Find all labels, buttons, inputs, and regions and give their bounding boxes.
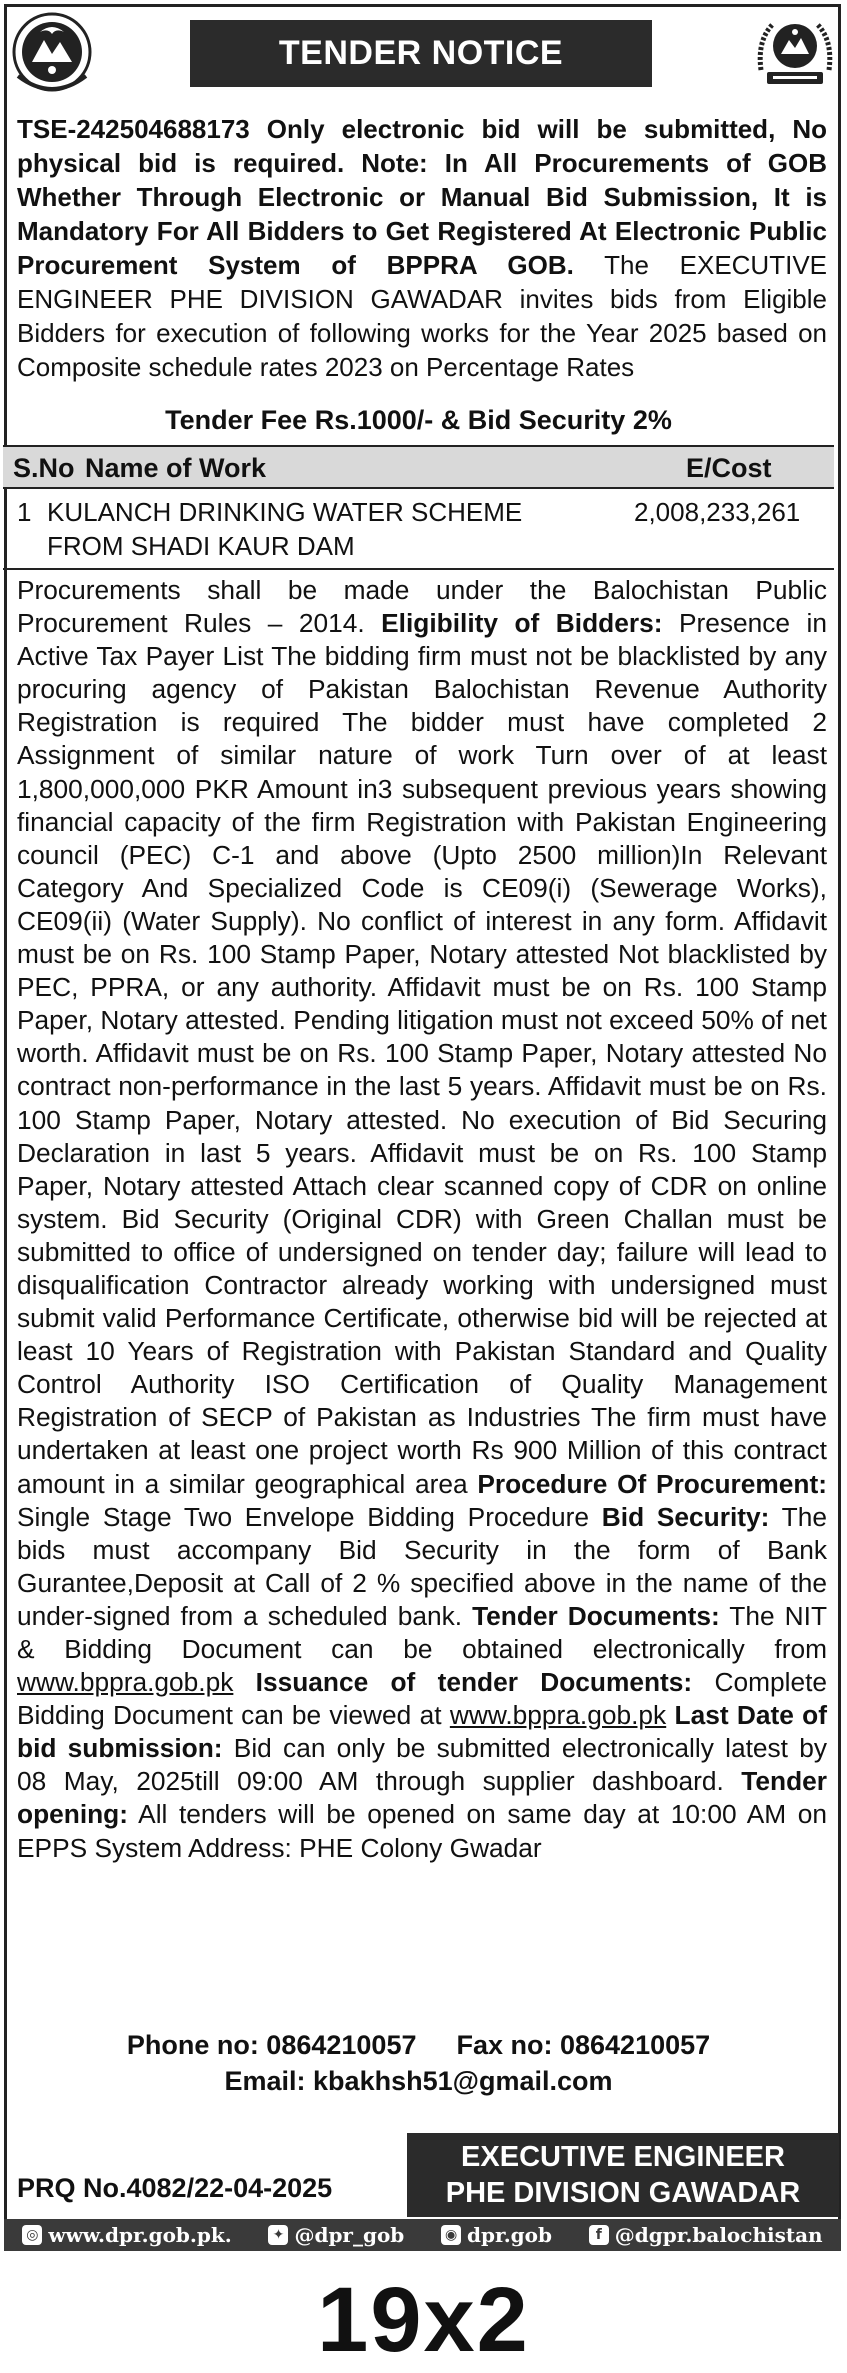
tender-documents-heading: Tender Documents: <box>472 1600 720 1631</box>
social-footer <box>4 2219 841 2251</box>
website-text: www.dpr.gob.pk. <box>48 2223 232 2247</box>
footer-instagram[interactable] <box>441 2223 552 2247</box>
header-sno: S.No <box>13 453 75 483</box>
header-name-of-work: Name of Work <box>85 453 267 483</box>
notice-title: TENDER NOTICE <box>190 20 652 87</box>
row-work-name <box>47 495 567 563</box>
twitter-icon: ✦ <box>268 2225 288 2245</box>
row-work-line1: KULANCH DRINKING WATER SCHEME <box>47 497 523 527</box>
header-estimated-cost: E/Cost <box>686 453 772 483</box>
phone-fax-line <box>0 2030 837 2061</box>
table-row <box>3 490 834 570</box>
tender-opening-heading: Tender opening: <box>17 1766 827 1830</box>
terms-text: Procurements shall be made under the Balochistan Public Procurement Rules – 2014. <box>17 575 827 639</box>
row-sno: 1 <box>17 497 32 527</box>
bppra-link-2[interactable]: www.bppra.gob.pk <box>449 1700 667 1731</box>
instagram-icon: ◉ <box>441 2225 461 2245</box>
globe-icon: ◎ <box>22 2225 42 2245</box>
email-line[interactable]: Email: kbakhsh51@gmail.com <box>224 2066 613 2096</box>
signature-division: PHE DIVISION GAWADAR <box>445 2177 801 2209</box>
eligibility-heading: Eligibility of Bidders: <box>381 608 663 639</box>
instagram-text: dpr.gob <box>467 2223 552 2247</box>
tender-documents-text: The NIT & Bidding Document can be obtained electronically from <box>17 1600 828 1664</box>
facebook-icon: f <box>589 2225 609 2245</box>
fax-number: Fax no: 0864210057 <box>456 2030 711 2060</box>
issuance-text: Complete Bidding Document can be viewed at <box>17 1667 827 1731</box>
tender-opening-text: All tenders will be opened on same day at 10:00 AM on EPPS System Address: PHE Colony Gwadar <box>17 1799 827 1863</box>
row-work-line2: FROM SHADI KAUR DAM <box>47 531 355 561</box>
last-date-text: Bid can only be submitted electronically latest by 08 May, 2025till 09:00 AM through supplier dashboard. <box>17 1733 827 1797</box>
works-table-header <box>3 445 834 489</box>
bid-security-heading: Bid Security: <box>601 1501 770 1532</box>
footer-twitter[interactable] <box>268 2223 404 2247</box>
dpr-emblem-logo <box>753 10 837 94</box>
signature-title: EXECUTIVE ENGINEER <box>461 2141 785 2173</box>
government-emblem-logo <box>10 10 94 94</box>
ad-size-label: 19x2 <box>317 2269 530 2371</box>
facebook-text: @dgpr.balochistan <box>614 2223 823 2247</box>
intro-bold-text: TSE-242504688173 Only electronic bid will be submitted, No physical bid is required. Note: In All Procurements of GOB Whether Through Electronic or Manual Bid Submission, It is Mandatory For All Bidders to Get Registered At Electronic Public Procurement System of BPPRA GOB. <box>17 114 827 280</box>
intro-paragraph <box>17 112 827 384</box>
tender-fee-line: Tender Fee Rs.1000/- & Bid Security 2% <box>165 405 672 435</box>
phone-number: Phone no: 0864210057 <box>126 2030 417 2060</box>
bppra-link[interactable]: www.bppra.gob.pk <box>17 1667 234 1698</box>
terms-paragraph <box>17 574 827 1865</box>
row-cost: 2,008,233,261 <box>634 497 801 527</box>
footer-website[interactable] <box>22 2223 231 2247</box>
issuance-heading: Issuance of tender Documents: <box>233 1667 693 1698</box>
procedure-text: Single Stage Two Envelope Bidding Procedure <box>17 1501 602 1532</box>
procedure-heading: Procedure Of Procurement: <box>477 1468 828 1499</box>
last-date-heading: Last Date of bid submission: <box>17 1700 827 1764</box>
intro-text: The EXECUTIVE ENGINEER PHE DIVISION GAWADAR invites bids from Eligible Bidders for execution of following works for the Year 2025 based on Composite schedule rates 2023 on Percentage Rates <box>17 250 828 382</box>
eligibility-text: Presence in Active Tax Payer List The bidding firm must not be blacklisted by any procuring agency of Pakistan Balochistan Revenue Authority Registration is required The bidder must have completed 2 Assignment of similar nature of work Turn over of at least 1,800,000,000 PKR Amount in3 subsequent previous years showing financial capacity of the firm Registration with Pakistan Engineering council (PEC) C-1 and above (Upto 2500 million)In Relevant Category And Specialized Code is CE09(i) (Sewerage Works), CE09(ii) (Water Supply). No conflict of interest in any form. Affidavit must be on Rs. 100 Stamp Paper, Notary attested Not blacklisted by PEC, PPRA, or any authority. Affidavit must be on Rs. 100 Stamp Paper, Notary attested. Pending litigation must not exceed 50% of net worth. Affidavit must be on Rs. 100 Stamp Paper, Notary attested No contract non-performance in the last 5 years. Affidavit must be on Rs. 100 Stamp Paper, Notary attested. No execution of Bid Securing Declaration in last 5 years. Affidavit must be on Rs. 100 Stamp Paper, Notary attested Attach clear scanned copy of CDR on online system. Bid Security (Original CDR) with Green Challan must be submitted to office of undersigned on tender day; failure will lead to disqualification Contractor already working with undersigned must submit valid Performance Certificate, otherwise bid will be rejected at least 10 Years of Registration with Pakistan Standard and Quality Control Authority ISO Certification of Quality Management Registration of SECP of Pakistan as Industries The firm must have undertaken at least one project worth Rs 900 Million of this contract amount in a similar geographical area <box>17 608 827 1499</box>
signature-block <box>407 2133 839 2217</box>
prq-number: PRQ No.4082/22-04-2025 <box>17 2173 333 2203</box>
bid-security-text: The bids must accompany Bid Security in the form of Bank Gurantee,Deposit at Call of 2 % specified above in the name of the under-signed from a scheduled bank. <box>17 1501 827 1631</box>
twitter-text: @dpr_gob <box>294 2223 405 2247</box>
footer-facebook[interactable] <box>589 2223 823 2247</box>
